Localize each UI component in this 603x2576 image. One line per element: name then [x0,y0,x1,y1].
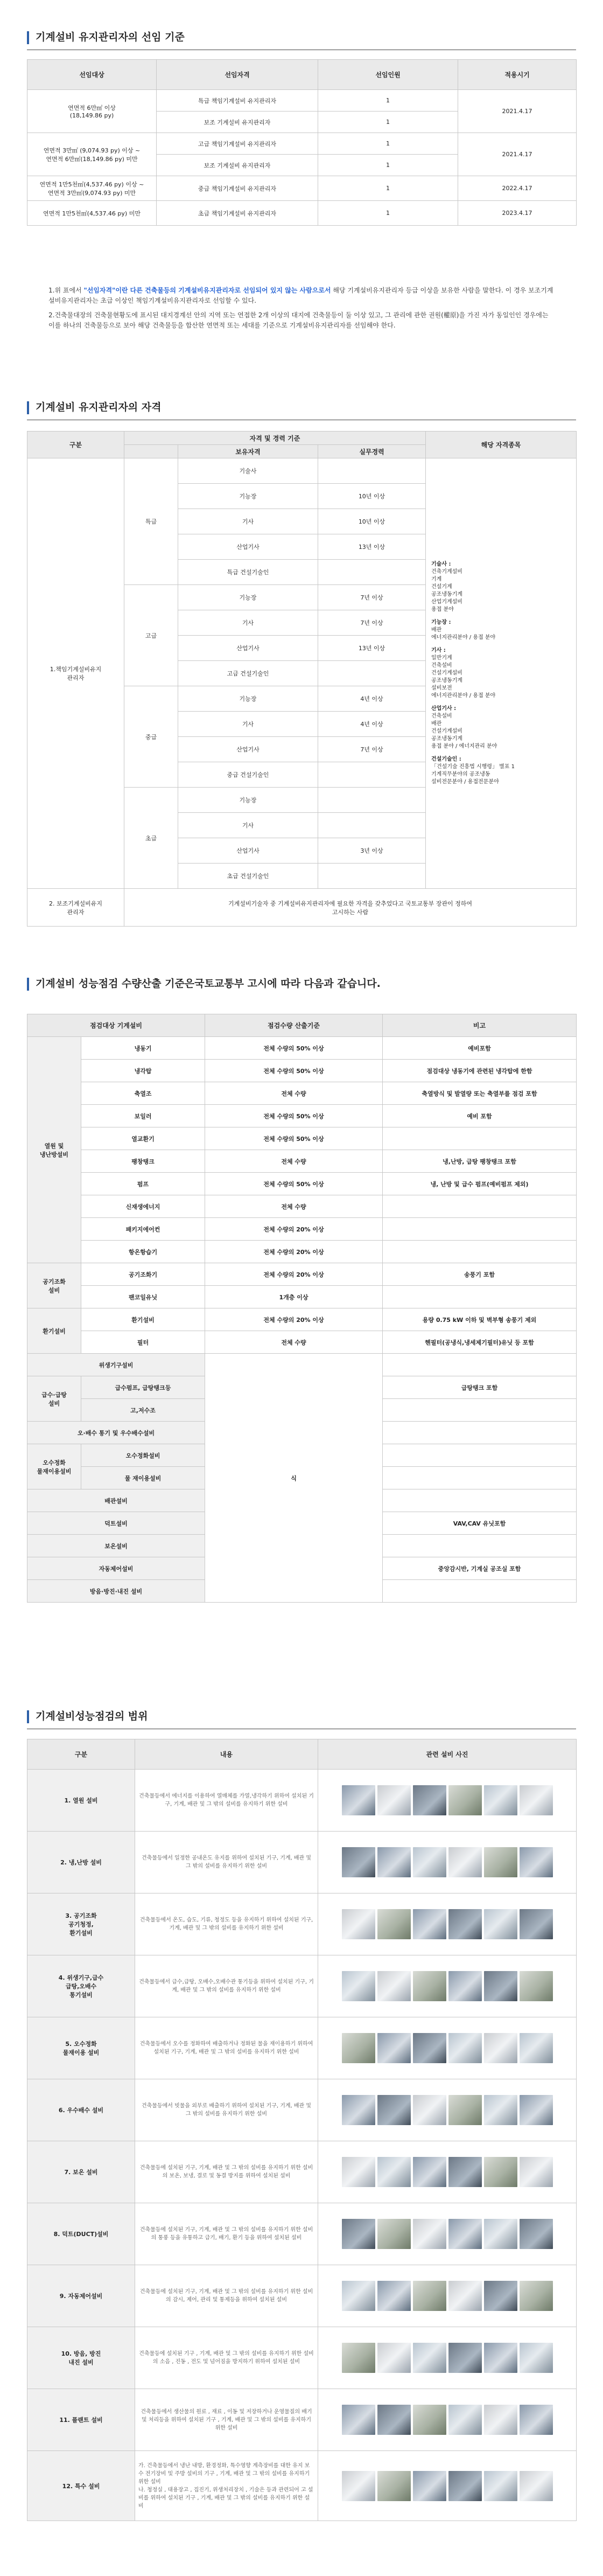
equipment-photo [520,1847,553,1877]
hold-cell: 기사 [178,813,318,838]
equipment-photo [377,1971,411,2001]
equipment-photo [448,2095,482,2125]
col-header: 내용 [135,1739,318,1770]
field-cell: 기술사 : 건축기계설비 기계 건설기계 공조냉동기계 산업기계설비 용접 분야 기능장 : 배관 에너지관리분야 / 용접 분야 기사 : 일반기계 건축설비 건설기계설비 공조냉동기계 설비보전 에너지관리분야 / 용접 분야 산업기사 : 건축설비 배관 건설기계설비 공조냉동기계 용접 분야 / 에너지관리 분야 건설기술인 : 「건설기술 진흥법 시행령」 별표 1 기계직무분야의 공조냉동 설비전문분야 / 용접전문분야 [426,458,577,889]
grade-cell: 특급 [124,458,178,585]
remark-cell [383,1422,577,1444]
equipment-photo [377,2405,411,2435]
equipment-photo [448,2281,482,2311]
section-title: 기계설비 유지관리자의 자격 [27,401,576,414]
scope-table-wrap [27,1739,576,2521]
scope-desc: 건축물등에서 오수를 정화하여 배출하거나 정화된 물을 재이용하기 위하여 설치된 기구, 기계, 배관 및 그 밖의 설비를 유지하기 위한 설비 [135,2017,318,2079]
item-cell: 공기조화기 [81,1263,205,1286]
count-cell: 1 [318,112,458,133]
criteria-cell: 전체 수량의 20% 이상 [205,1263,383,1286]
table-row [27,2017,577,2079]
item-cell: 필터 [81,1331,205,1354]
hold-cell: 기능장 [178,686,318,712]
qual-cell: 고급 책임기계설비 유지관리자 [157,133,318,155]
selection-table [27,59,577,226]
hold-cell: 기능장 [178,484,318,509]
equipment-photo [377,2343,411,2373]
table-row [27,2451,577,2521]
remark-cell [383,1286,577,1308]
equipment-photo [342,2033,375,2063]
note-2: 2.건축물대장의 건축물현황도에 표시된 대지경계선 안의 지역 또는 연접한 2개 이상의 대지에 건축물등이 둘 이상 있고, 그 관리에 관한 권원(權原)을 가진 자가 동일인인 경우에는 이를 하나의 건축물등으로 보아 해당 건축물등을 합산한 연면적 또는 세대를 기준으로 기계설비유지관리자를 선임해야 한다. [48,311,549,329]
target-cell: 연면적 1만5천㎡(4,537.46 py) 미만 [27,201,157,226]
main-category: 1.책임기계설비유지 관리자 [27,458,124,889]
hold-cell: 산업기사 [178,838,318,864]
equipment-photo [484,2219,517,2249]
equipment-photo [520,2343,553,2373]
equipment-photo [413,1847,446,1877]
hold-cell: 고급 건설기술인 [178,661,318,686]
criteria-cell: 전체 수량의 20% 이상 [205,1218,383,1241]
qual-table-wrap [27,431,576,927]
scope-desc: 건축물등에서 에너지를 이용하여 열매체를 가열,냉각하기 위하여 설치된 기구, 기계, 배관 및 그 밖의 설비를 유지하기 위한 설비 [135,1770,318,1832]
equipment-photo [484,2471,517,2501]
equipment-photo [413,2157,446,2187]
table-row [27,1955,577,2017]
item-cell: 환기설비 [81,1308,205,1331]
scope-desc: 건축물등에서 급수,급탕, 오배수,오배수관 통기등을 위하여 설치된 기구, 기계, 배관 및 그 밖의 설비를 유지하기 위한 설비 [135,1955,318,2017]
exp-cell [318,813,426,838]
col-header: 선임대상 [27,60,157,90]
count-cell: 식 [205,1354,383,1603]
col-header: 점검대상 기계설비 [27,1014,205,1037]
criteria-cell: 전체 수량의 50% 이상 [205,1173,383,1195]
col-header: 구분 [27,1739,135,1770]
exp-cell [318,661,426,686]
remark-cell [383,1580,577,1603]
remark-cell: 중앙감시반, 기계실 공조실 포함 [383,1557,577,1580]
remark-cell: 급탕탱크 포함 [383,1376,577,1399]
photo-cell [318,1832,577,1893]
count-cell: 1 [318,201,458,226]
hold-cell: 기능장 [178,788,318,813]
equipment-photo [413,2095,446,2125]
scope-name: 9. 자동제어설비 [27,2265,135,2327]
section-selection-criteria [27,31,576,50]
photo-cell [318,2389,577,2451]
remark-cell [383,1467,577,1489]
equipment-photo [448,1909,482,1939]
scope-desc: 건축물등에 설치된 기구, 기계, 배관 및 그 밖의 설비를 유지하기 위한 설비의 통풍 등을 유통하고 급기, 배기, 환기 등을 위하여 설치된 설비 [135,2203,318,2265]
equipment-photo [413,1909,446,1939]
criteria-cell: 전체 수량 [205,1150,383,1173]
scope-name: 5. 오수정화 물재이용 설비 [27,2017,135,2079]
equipment-photo [520,1785,553,1815]
group-cell: 자동제어설비 [27,1557,205,1580]
remark-cell: 예비 포함 [383,1105,577,1127]
section-scope [27,1710,576,1729]
photo-cell [318,2017,577,2079]
remark-cell: 용량 0.75 kW 이하 및 벽부형 송풍기 제외 [383,1308,577,1331]
selection-table-wrap [27,59,576,226]
equipment-photo [448,1847,482,1877]
note-1: 1.위 표에서 "선임자격"이란 다른 건축물등의 기계설비유지관리자로 선임되어 있지 않는 사람으로서 해당 기계설비유지관리자 등급 이상을 보유한 사람을 말한다. 이 경우 보조기계설비유지관리자는 초급 이상인 책임기계설비유지관리자로 선임할 수 있다. [48,287,553,304]
remark-cell [383,1489,577,1512]
item-cell: 항온항습기 [81,1241,205,1263]
scope-desc: 건축물등에서 온도, 습도, 기류, 청정도 등을 유지하기 위하여 설치된 기구, 기계, 배관 및 그 밖의 설비를 유지하기 위한 설비 [135,1893,318,1955]
scope-name: 8. 덕트(DUCT)설비 [27,2203,135,2265]
equipment-photo [342,2281,375,2311]
equipment-photo [342,2405,375,2435]
remark-cell: 점검대상 냉동기에 관련된 냉각탑에 한함 [383,1060,577,1082]
table-row [27,2203,577,2265]
group-cell: 공기조화 설비 [27,1263,81,1308]
equipment-photo [520,2157,553,2187]
table-row [27,2265,577,2327]
col-header: 실무경력 [318,445,426,458]
scope-desc: 건축물등에서 일정한 공내온도 유지를 위하여 설치된 기구, 기계, 배관 및 그 밖의 설비를 유지하기 위한 설비 [135,1832,318,1893]
equipment-photo [448,2033,482,2063]
main-category: 2. 보조기계설비유지 관리자 [27,889,124,927]
item-cell: 물 재이용설비 [81,1467,205,1489]
exp-cell: 4년 이상 [318,712,426,737]
scope-desc: 건축물등에서 빗물을 외부로 배출하기 위하여 설치된 기구, 기계, 배관 및 그 밖의 설비를 유지하기 위한 설비 [135,2079,318,2141]
photo-cell [318,1893,577,1955]
remark-cell [383,1444,577,1467]
exp-cell: 10년 이상 [318,484,426,509]
scope-name: 3. 공기조화 공기청정, 환기설비 [27,1893,135,1955]
exp-cell [318,788,426,813]
equipment-photo [342,2471,375,2501]
photo-cell [318,2327,577,2389]
criteria-cell: 1개층 이상 [205,1286,383,1308]
col-header: 구분 [27,431,124,458]
exp-cell [318,762,426,788]
col-header-blank [124,445,178,458]
criteria-cell: 전체 수량의 50% 이상 [205,1105,383,1127]
equipment-photo [448,2405,482,2435]
equipment-photo [377,2095,411,2125]
photo-cell [318,1770,577,1832]
equipment-photo [377,1909,411,1939]
item-cell: 팽창탱크 [81,1150,205,1173]
section-title: 기계설비성능점검의 범위 [27,1710,576,1723]
date-cell: 2022.4.17 [458,176,577,201]
hold-cell: 산업기사 [178,636,318,661]
hold-cell: 기사 [178,712,318,737]
equipment-photo [342,2219,375,2249]
item-cell: 축열조 [81,1082,205,1105]
equipment-photo [377,1785,411,1815]
qual-cell: 초급 책임기계설비 유지관리자 [157,201,318,226]
scope-desc: 건축물등에 설치된 기구, 기계, 배관 및 그 밖의 설비를 유지하기 위한 설비의 감시, 제어, 관리 및 통제등을 위하여 설치된 설비 [135,2265,318,2327]
equipment-photo [342,2157,375,2187]
remark-cell [383,1127,577,1150]
equipment-photo [377,2033,411,2063]
equipment-photo [413,1785,446,1815]
equipment-photo [377,2219,411,2249]
table-row [27,2389,577,2451]
scope-name: 10. 방음, 방진 내진 설비 [27,2327,135,2389]
remark-cell: VAV,CAV 유닛포함 [383,1512,577,1535]
item-cell: 신재생에너지 [81,1195,205,1218]
remark-cell: 냉, 난방 및 급수 펌프(예비펌프 제외) [383,1173,577,1195]
item-cell: 오수정화설비 [81,1444,205,1467]
col-header: 선임자격 [157,60,318,90]
remark-cell: 축열방식 및 발열량 또는 축열부를 점검 포함 [383,1082,577,1105]
equipment-photo [342,2095,375,2125]
col-header: 보유자격 [178,445,318,458]
remark-cell [383,1535,577,1557]
equipment-photo [413,1971,446,2001]
group-cell: 위생기구설비 [27,1354,205,1376]
group-cell: 보온설비 [27,1535,205,1557]
remark-cell [383,1218,577,1241]
item-cell: 고,저수조 [81,1399,205,1422]
hold-cell: 산업기사 [178,737,318,762]
group-cell: 환기설비 [27,1308,81,1354]
exp-cell: 3년 이상 [318,838,426,864]
section-quantity [27,978,576,991]
hold-cell: 기사 [178,509,318,534]
item-cell: 열교환기 [81,1127,205,1150]
scope-name: 12. 특수 설비 [27,2451,135,2521]
equipment-photo [484,2095,517,2125]
table-row [27,1770,577,1832]
remark-cell [383,1399,577,1422]
equipment-photo [342,1971,375,2001]
hold-cell: 중급 건설기술인 [178,762,318,788]
equipment-photo [448,2219,482,2249]
equipment-photo [484,1971,517,2001]
equipment-photo [520,2219,553,2249]
exp-cell [318,458,426,484]
table-row [27,2141,577,2203]
equipment-photo [520,2033,553,2063]
target-cell: 연면적 6만㎡ 이상 (18,149.86 py) [27,90,157,133]
scope-table [27,1739,577,2521]
target-cell: 연면적 1만5천㎡(4,537.46 py) 이상 ~ 연면적 3만㎡(9,074.93 py) 미만 [27,176,157,201]
date-cell: 2021.4.17 [458,90,577,133]
group-cell: 배관설비 [27,1489,205,1512]
hold-cell: 초급 건설기술인 [178,864,318,889]
equipment-photo [484,1785,517,1815]
photo-cell [318,1955,577,2017]
hold-cell: 기능장 [178,585,318,610]
item-cell: 팬코일유닛 [81,1286,205,1308]
criteria-cell: 전체 수량의 50% 이상 [205,1127,383,1150]
exp-cell: 13년 이상 [318,534,426,560]
remark-cell [383,1354,577,1376]
photo-cell [318,2079,577,2141]
group-cell: 방음·방진·내진 설비 [27,1580,205,1603]
grade-cell: 고급 [124,585,178,686]
section-qualifications [27,401,576,420]
equipment-photo [377,2471,411,2501]
group-cell: 오·배수 통기 및 우수배수설비 [27,1422,205,1444]
criteria-cell: 전체 수량 [205,1331,383,1354]
equipment-photo [448,2343,482,2373]
photo-cell [318,2203,577,2265]
remark-cell: 헨필터(공냉식,냉세제기필터)유닛 등 포함 [383,1331,577,1354]
exp-cell: 10년 이상 [318,509,426,534]
equipment-photo [448,2471,482,2501]
equipment-photo [484,1847,517,1877]
equipment-photo [520,2405,553,2435]
quantity-table [27,1014,577,1603]
section-title: 기계설비 성능점검 수량산출 기준은국토교통부 고시에 따라 다음과 같습니다. [27,978,576,991]
scope-desc: 건축물등에 설치된 기구 , 기계, 배관 및 그 밖의 설비를 유지하기 위한 설비의 소음 , 진동 , 전도 및 넘어짐을 방지하기 위하여 설치된 설비 [135,2327,318,2389]
exp-cell: 7년 이상 [318,737,426,762]
col-header: 비고 [383,1014,577,1037]
exp-cell: 13년 이상 [318,636,426,661]
group-cell: 덕트설비 [27,1512,205,1535]
scope-desc: 가. 건축물등에서 냉난 내방, 환경정화, 특수영향 계측장비를 대한 유지 보수 전기장비 및 주방 설비의 기구 , 기계, 배관 및 그 밖의 설비를 유지하기 위한 설비 나. 청정실 , 대용장고 , 집진기, 위생처리장치 , 기술은 등과 관련되어 고 설비를 위하여 설치된 기구 , 기계, 배관 및 그 밖의 설비를 유지하기 위한 설비 [135,2451,318,2521]
col-header: 점검수량 산출기준 [205,1014,383,1037]
exp-cell: 7년 이상 [318,610,426,636]
table-row [27,2079,577,2141]
item-cell: 급수펌프, 급탕탱크등 [81,1376,205,1399]
exp-cell [318,864,426,889]
target-cell: 연면적 3만㎡ (9,074.93 py) 이상 ~ 연면적 6만㎡(18,149.86 py) 미만 [27,133,157,176]
photo-cell [318,2265,577,2327]
remark-cell: 예비포함 [383,1037,577,1060]
equipment-photo [484,2343,517,2373]
scope-name: 11. 플랜트 설비 [27,2389,135,2451]
criteria-cell: 전체 수량 [205,1082,383,1105]
equipment-photo [448,1971,482,2001]
exp-cell: 4년 이상 [318,686,426,712]
table-row [27,1893,577,1955]
equipment-photo [413,2281,446,2311]
date-cell: 2021.4.17 [458,133,577,176]
equipment-photo [377,2281,411,2311]
criteria-cell: 전체 수량의 50% 이상 [205,1060,383,1082]
table-row [27,1832,577,1893]
criteria-cell: 전체 수량의 20% 이상 [205,1308,383,1331]
group-cell: 열원 및 냉난방설비 [27,1037,81,1263]
item-cell: 펌프 [81,1173,205,1195]
remark-cell: 냉,난방, 급탕 팽창탱크 포함 [383,1150,577,1173]
equipment-photo [413,2033,446,2063]
selection-notes [27,286,576,335]
criteria-cell: 전체 수량의 20% 이상 [205,1241,383,1263]
equipment-photo [484,2281,517,2311]
item-cell: 냉각탑 [81,1060,205,1082]
date-cell: 2023.4.17 [458,201,577,226]
remark-cell: 송풍기 포함 [383,1263,577,1286]
exp-cell: 7년 이상 [318,585,426,610]
equipment-photo [484,2033,517,2063]
scope-name: 2. 냉,난방 설비 [27,1832,135,1893]
remark-cell [383,1241,577,1263]
group-cell: 오수정화 물재이용설비 [27,1444,81,1489]
hold-cell: 특급 건설기술인 [178,560,318,585]
equipment-photo [484,2157,517,2187]
exp-cell [318,560,426,585]
equipment-photo [520,1909,553,1939]
equipment-photo [413,2405,446,2435]
group-cell: 급수·급탕 설비 [27,1376,81,1422]
equipment-photo [342,1909,375,1939]
table-row [27,2327,577,2389]
equipment-photo [520,2095,553,2125]
scope-desc: 건축물등에 설치된 기구, 기계, 배관 및 그 밖의 설비를 유지하기 위한 설비의 보온, 보냉, 결로 및 동결 방지를 위하여 설치된 설비 [135,2141,318,2203]
equipment-photo [342,1847,375,1877]
photo-cell [318,2451,577,2521]
grade-cell: 초급 [124,788,178,889]
col-header: 관련 설비 사진 [318,1739,577,1770]
hold-cell: 기사 [178,610,318,636]
equipment-photo [377,2157,411,2187]
item-cell: 보일러 [81,1105,205,1127]
remark-cell [383,1195,577,1218]
equipment-photo [448,1785,482,1815]
qual-table [27,431,577,927]
assist-desc: 기계설비기술자 중 기계설비유지관리자에 필요한 자격을 갖추었다고 국토교통부 장관이 정하여 고시하는 사람 [124,889,577,927]
item-cell: 패키지에어컨 [81,1218,205,1241]
scope-name: 1. 열원 설비 [27,1770,135,1832]
photo-cell [318,2141,577,2203]
equipment-photo [413,2343,446,2373]
equipment-photo [377,1847,411,1877]
count-cell: 1 [318,133,458,155]
equipment-photo [520,1971,553,2001]
count-cell: 1 [318,176,458,201]
equipment-photo [484,2405,517,2435]
equipment-photo [413,2219,446,2249]
equipment-photo [342,1785,375,1815]
item-cell: 냉동기 [81,1037,205,1060]
qual-cell: 중급 책임기계설비 유지관리자 [157,176,318,201]
equipment-photo [413,2471,446,2501]
qual-cell: 보조 기계설비 유지관리자 [157,155,318,176]
scope-name: 4. 위생기구,급수 급탕,오배수 통기설비 [27,1955,135,2017]
qual-cell: 특급 책임기계설비 유지관리자 [157,90,318,112]
scope-name: 6. 우수배수 설비 [27,2079,135,2141]
quantity-table-wrap [27,1014,576,1603]
col-header: 해당 자격종목 [426,431,577,458]
hold-cell: 기술사 [178,458,318,484]
equipment-photo [520,2471,553,2501]
scope-desc: 건축물등에서 생산물의 원료 , 재료 , 이동 및 저장하거나 운영물질의 배기 및 처리등을 위하여 설치된 기구 , 기계, 배관 및 그 밖의 설비를 유지하기 위한 설비 [135,2389,318,2451]
scope-rows [27,1770,577,2521]
section-title: 기계설비 유지관리자의 선임 기준 [27,31,576,44]
criteria-cell: 전체 수량의 50% 이상 [205,1037,383,1060]
qual-cell: 보조 기계설비 유지관리자 [157,112,318,133]
equipment-photo [520,2281,553,2311]
col-header: 선임인원 [318,60,458,90]
equipment-photo [448,2157,482,2187]
scope-name: 7. 보온 설비 [27,2141,135,2203]
criteria-cell: 전체 수량 [205,1195,383,1218]
equipment-photo [484,1909,517,1939]
hold-cell: 산업기사 [178,534,318,560]
grade-cell: 중급 [124,686,178,788]
col-header: 적용시기 [458,60,577,90]
count-cell: 1 [318,155,458,176]
equipment-photo [342,2343,375,2373]
count-cell: 1 [318,90,458,112]
col-header: 자격 및 경력 기준 [124,431,426,445]
